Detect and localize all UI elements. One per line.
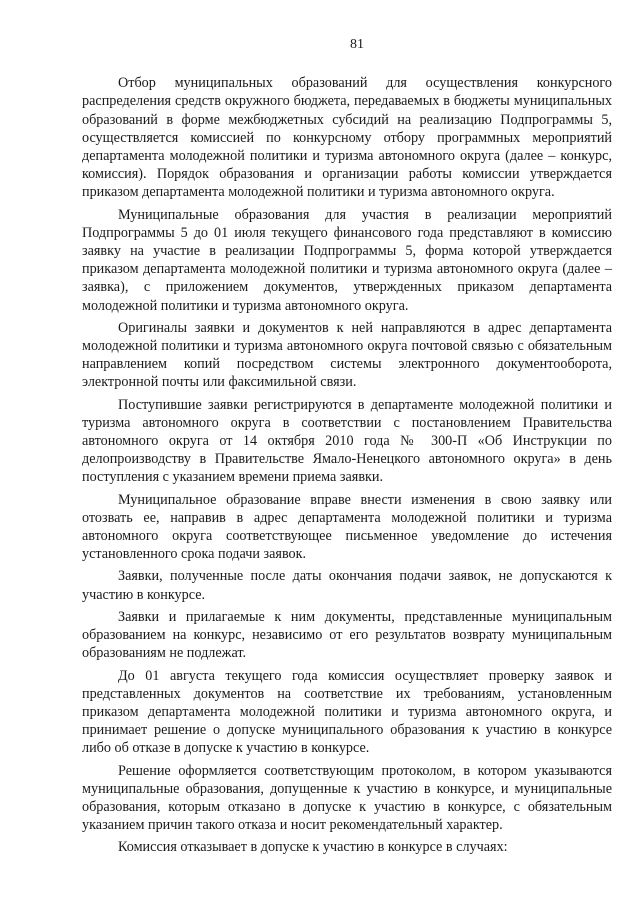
paragraph-application-submission: Муниципальные образования для участия в реализации мероприятий Подпрограммы 5 до 01 июля текущего финансового года представляют в комиссию заявку на участие в реализации Подпрограммы 5, форма которой утверждается приказом департамента молодежной политики и туризма автономного округа (далее – заявка), с приложением документов, утвержденных приказом департамента молодежной политики и туризма автономного округа. (82, 206, 612, 314)
paragraph-registration: Поступившие заявки регистрируются в департаменте молодежной политики и туризма автономного округа в соответствии с постановлением Правительства автономного округа от 14 октября 2010 года № 300-П «Об Инструкции по делопроизводству в Правительстве Ямало-Ненецкого автономного округа» в день поступления с указанием времени приема заявки. (82, 396, 612, 486)
paragraph-protocol: Решение оформляется соответствующим протоколом, в котором указываются муниципальные образования, допущенные к участию в конкурсе, и муниципальные образования, которым отказано в допуске к участию в конкурсе, с обязательным указанием причин такого отказа и носит рекомендательный характер. (82, 762, 612, 834)
paragraph-originals-delivery: Оригиналы заявки и документов к ней направляются в адрес департамента молодежной политики и туризма автономного округа почтовой связью с обязательным направлением копий посредством системы электронного документооборота, электронной почты или факсимильной связи. (82, 319, 612, 391)
page-number: 81 (350, 37, 364, 52)
paragraph-amendments: Муниципальное образование вправе внести изменения в свою заявку или отозвать ее, направив в адрес департамента молодежной политики и туризма автономного округа соответствующее письменное уведомление до истечения установленного срока подачи заявок. (82, 491, 612, 563)
paragraph-review-deadline: До 01 августа текущего года комиссия осуществляет проверку заявок и представленных документов на соответствие их требованиям, установленным приказом департамента молодежной политики и туризма автономного округа, и принимает решение о допуске муниципального образования к участию в конкурсе либо об отказе в допуске к участию в конкурсе. (82, 667, 612, 757)
paragraph-no-return: Заявки и прилагаемые к ним документы, представленные муниципальным образованием на конкурс, независимо от его результатов возврату муниципальным образованиям не подлежат. (82, 608, 612, 662)
paragraph-late-applications: Заявки, полученные после даты окончания подачи заявок, не допускаются к участию в конкурсе. (82, 568, 612, 603)
paragraph-refusal-cases: Комиссия отказывает в допуске к участию в конкурсе в случаях: (118, 839, 508, 856)
paragraph-selection-procedure: Отбор муниципальных образований для осуществления конкурсного распределения средств окружного бюджета, передаваемых в бюджеты муниципальных образований в форме межбюджетных субсидий на реализацию Подпрограммы 5, осуществляется комиссией по конкурсному отбору программных мероприятий департамента молодежной политики и туризма автономного округа (далее – конкурс, комиссия). Порядок образования и организации работы комиссии утверждается приказом департамента молодежной политики и туризма автономного округа. (82, 75, 612, 201)
